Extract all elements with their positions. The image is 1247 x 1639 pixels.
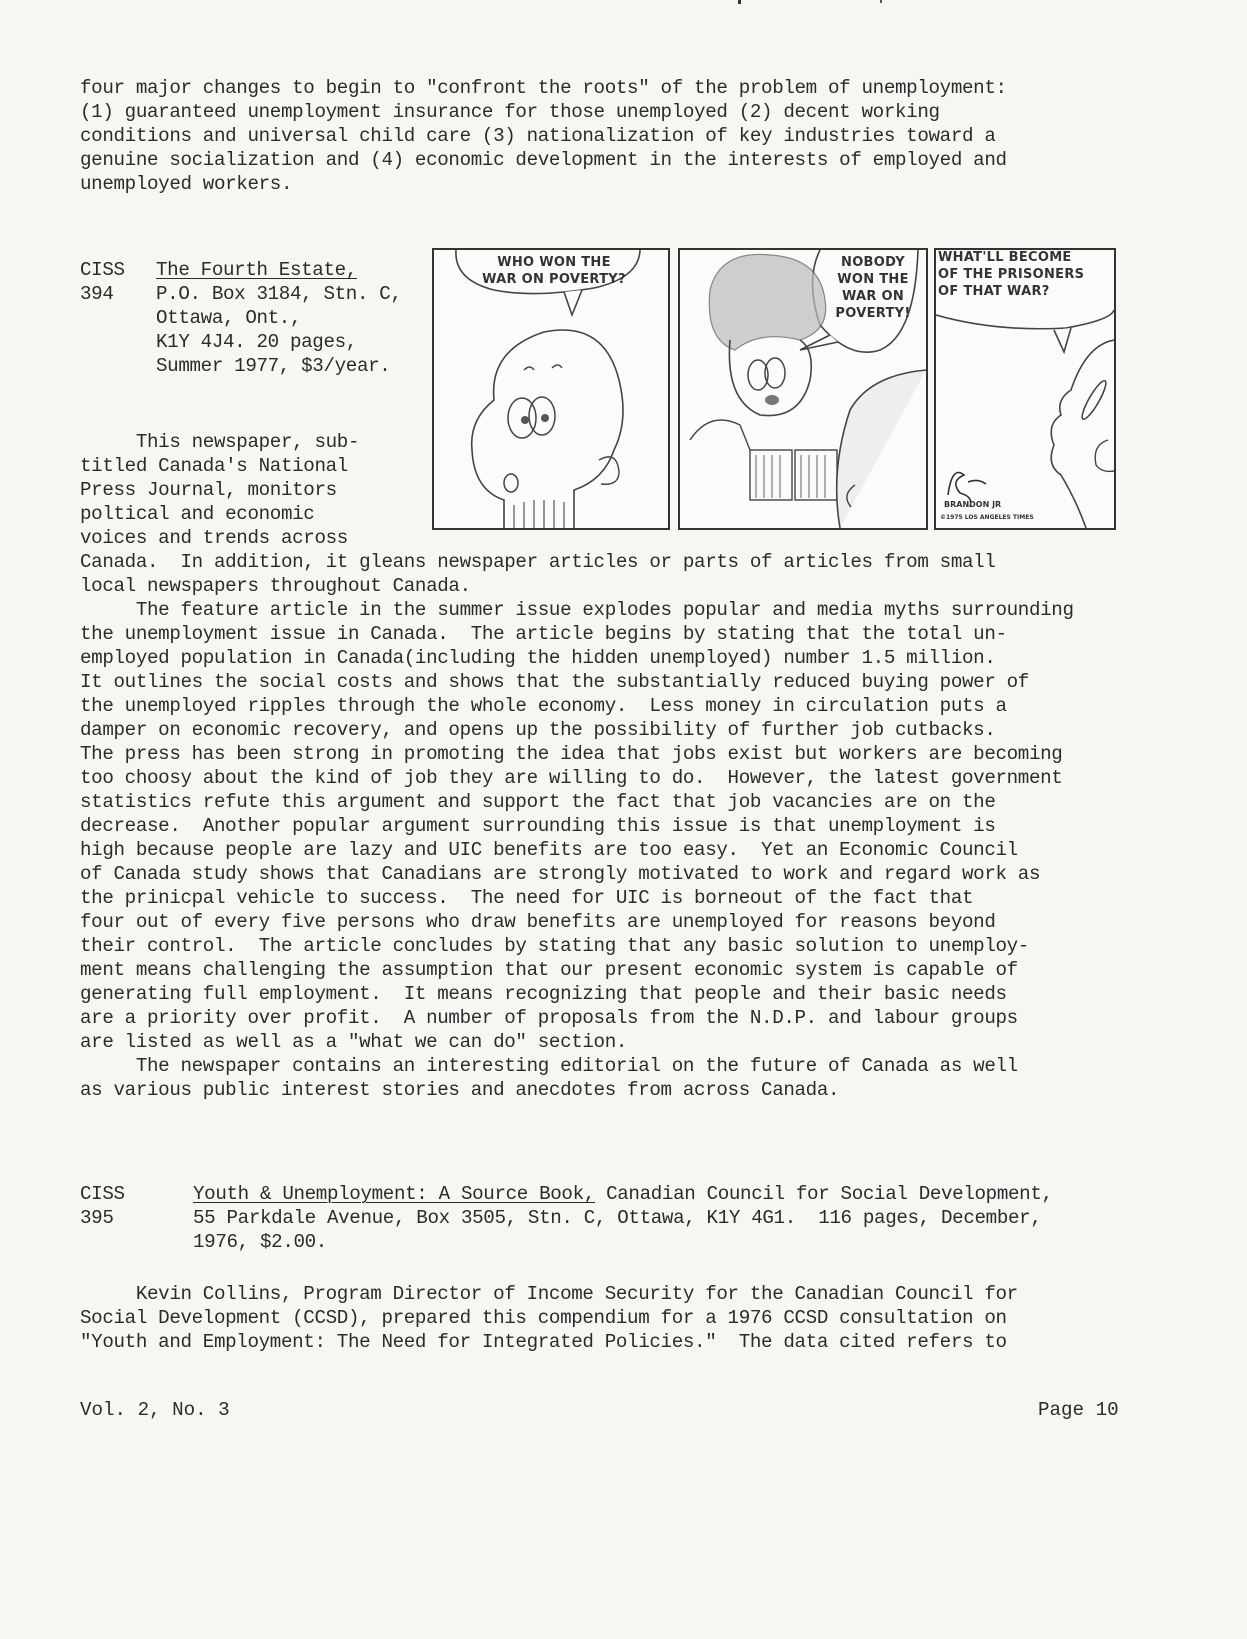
entry-title: Youth & Unemployment: A Source Book, [193,1183,595,1205]
comic-strip [432,248,1104,528]
text-line: Canada. In addition, it gleans newspaper articles or parts of articles from small [80,551,996,573]
speech-bubble-line: POVERTY! [835,306,911,321]
cartoonist-signature: BRANDON JR [944,500,1002,509]
footer-volume: Vol. 2, No. 3 [80,1399,230,1421]
text-line: The newspaper contains an interesting editorial on the future of Canada as well [80,1055,1018,1077]
speech-bubble-line: OF THE PRISONERS [938,267,1085,282]
speech-bubble-line: WHAT'LL BECOME [938,250,1072,265]
entry-title: The Fourth Estate, [156,259,357,281]
text-line: "Youth and Employment: The Need for Integrated Policies." The data cited refers to [80,1331,1007,1353]
speech-bubble-line: WAR ON POVERTY? [482,272,626,287]
scan-mark [738,0,741,4]
speech-bubble-line: WAR ON [841,289,905,304]
text-line: the unemployment issue in Canada. The article begins by stating that the total un- [80,623,1007,645]
text-line: damper on economic recovery, and opens up the possibility of further job cutbacks. [80,719,996,741]
citation-line: Summer 1977, $3/year. [156,355,391,377]
entry-publisher: Canadian Council for Social Development, [594,1183,1053,1205]
cartoon-illustration [434,250,668,528]
text-line: the prinicpal vehicle to success. The need for UIC is borneout of the fact that [80,887,974,909]
text-line: four out of every five persons who draw benefits are unemployed for reasons beyond [80,911,996,933]
text-line: their control. The article concludes by stating that any basic solution to unemploy- [80,935,1029,957]
text-line: four major changes to begin to "confront the roots" of the problem of unemployment: [80,77,1007,99]
text-line: genuine socialization and (4) economic development in the interests of employed and [80,149,1007,171]
text-line: Kevin Collins, Program Director of Income Security for the Canadian Council for [80,1283,1018,1305]
text-line: The feature article in the summer issue explodes popular and media myths surrounding [80,599,1074,621]
scan-mark [880,0,882,3]
speech-bubble-line: NOBODY [841,255,905,270]
text-line: the unemployed ripples through the whole economy. Less money in circulation puts a [80,695,1007,717]
comic-panel-2 [678,248,928,530]
text-line: high because people are lazy and UIC benefits are too easy. Yet an Economic Council [80,839,1018,861]
text-line: of Canada study shows that Canadians are strongly motivated to work and regard work as [80,863,1041,885]
entry-label: CISS [80,1183,125,1205]
copyright-notice: ©1975 LOS ANGELES TIMES [940,514,1034,521]
entry-label: CISS [80,259,125,281]
text-line: It outlines the social costs and shows that the substantially reduced buying power of [80,671,1029,693]
citation-line: 55 Parkdale Avenue, Box 3505, Stn. C, Ottawa, K1Y 4G1. 116 pages, December, [193,1207,1042,1229]
citation-line: P.O. Box 3184, Stn. C, [156,283,402,305]
text-line: (1) guaranteed unemployment insurance for those unemployed (2) decent working [80,101,940,123]
text-line: voices and trends across [80,527,348,549]
text-line: ment means challenging the assumption that our present economic system is capable of [80,959,1018,981]
text-line: Press Journal, monitors [80,479,337,501]
text-line: local newspapers throughout Canada. [80,575,471,597]
text-line: poltical and economic [80,503,315,525]
entry-title-line [193,1182,1053,1206]
entry-number: 394 [80,283,114,305]
text-line: This newspaper, sub- [80,431,360,453]
comic-panel-1 [432,248,670,530]
comic-panel-3 [934,248,1116,530]
footer-page-number: Page 10 [1038,1399,1119,1421]
text-line: conditions and universal child care (3) nationalization of key industries toward a [80,125,996,147]
text-line: titled Canada's National [80,455,348,477]
text-line: unemployed workers. [80,173,293,195]
text-line: Social Development (CCSD), prepared this compendium for a 1976 CCSD consultation on [80,1307,1007,1329]
speech-bubble-line: OF THAT WAR? [938,284,1050,299]
citation-line: Ottawa, Ont., [156,307,302,329]
text-line: decrease. Another popular argument surrounding this issue is that unemployment is [80,815,996,837]
entry-number: 395 [80,1207,114,1229]
citation-line: K1Y 4J4. 20 pages, [156,331,357,353]
text-line: generating full employment. It means recognizing that people and their basic needs [80,983,1007,1005]
text-line: statistics refute this argument and support the fact that job vacancies are on the [80,791,996,813]
speech-bubble-line: WON THE [837,272,909,287]
text-line: The press has been strong in promoting the idea that jobs exist but workers are becoming [80,743,1063,765]
speech-bubble-line: WHO WON THE [497,255,611,270]
text-line: are a priority over profit. A number of proposals from the N.D.P. and labour groups [80,1007,1018,1029]
text-line: too choosy about the kind of job they are willing to do. However, the latest government [80,767,1063,789]
text-line: employed population in Canada(including the hidden unemployed) number 1.5 million. [80,647,996,669]
text-line: as various public interest stories and anecdotes from across Canada. [80,1079,840,1101]
citation-line: 1976, $2.00. [193,1231,327,1253]
text-line: are listed as well as a "what we can do" section. [80,1031,628,1053]
